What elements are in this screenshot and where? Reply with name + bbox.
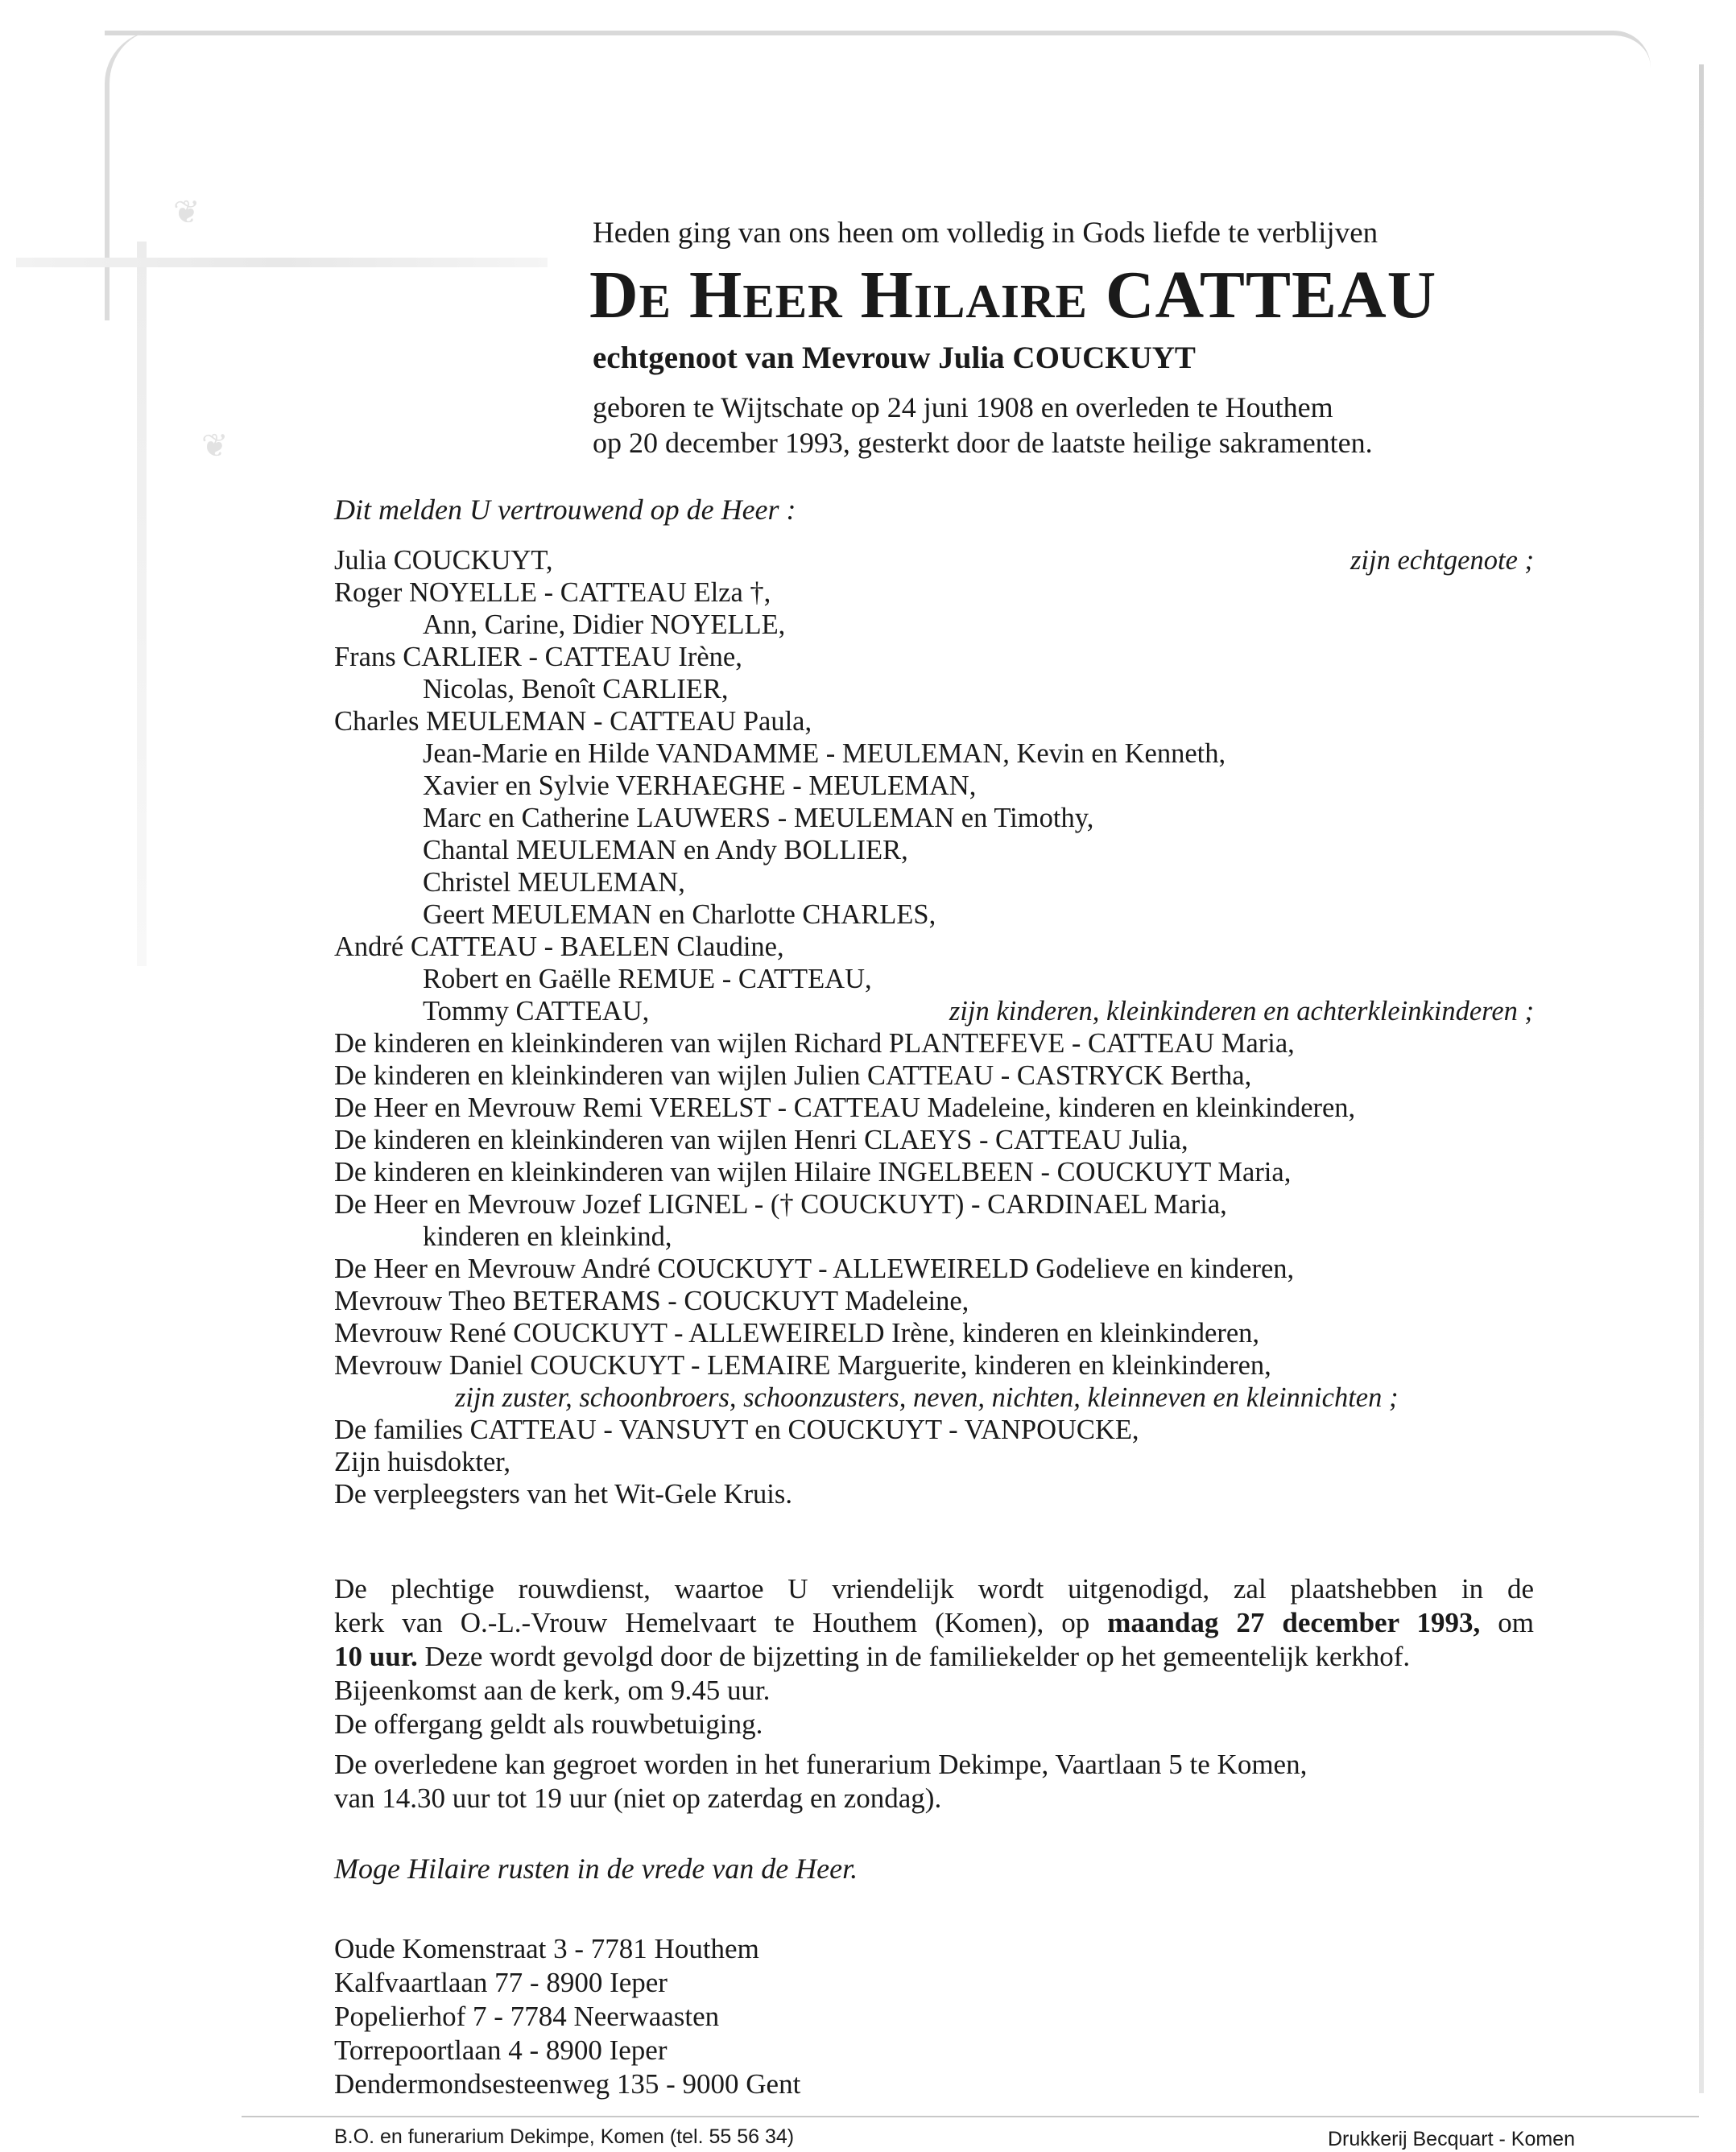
birth-death-line: geboren te Wijtschate op 24 juni 1908 en overleden te Houthem <box>593 391 1333 423</box>
wife-relation: zijn echtgenote ; <box>1350 545 1534 576</box>
family-row: kinderen en kleinkind, <box>423 1221 672 1252</box>
family-row: Zijn huisdokter, <box>334 1447 511 1477</box>
family-row: Mevrouw Theo BETERAMS - COUCKUYT Madeleine, <box>334 1286 969 1316</box>
children-relation: zijn kinderen, kleinkinderen en achterkleinkinderen ; <box>949 996 1534 1026</box>
family-row: Nicolas, Benoît CARLIER, <box>423 674 729 704</box>
deceased-name: De Heer Hilaire CATTEAU <box>589 258 1437 333</box>
family-row: De Heer en Mevrouw Remi VERELST - CATTEAU Madeleine, kinderen en kleinkinderen, <box>334 1093 1356 1123</box>
address-item: Kalfvaartlaan 77 - 8900 Ieper <box>334 1967 668 1998</box>
family-row: André CATTEAU - BAELEN Claudine, <box>334 931 784 962</box>
address-item: Popelierhof 7 - 7784 Neerwaasten <box>334 2001 720 2032</box>
family-row: Geert MEULEMAN en Charlotte CHARLES, <box>423 899 936 930</box>
closing-line: Moge Hilaire rusten in de vrede van de Heer. <box>334 1853 858 1885</box>
wife-name: Julia COUCKUYT, <box>334 545 553 576</box>
address-item: Oude Komenstraat 3 - 7781 Houthem <box>334 1933 759 1964</box>
family-row: Roger NOYELLE - CATTEAU Elza †, <box>334 577 771 608</box>
family-row: Jean-Marie en Hilde VANDAMME - MEULEMAN, Kevin en Kenneth, <box>423 738 1226 769</box>
service-line: Bijeenkomst aan de kerk, om 9.45 uur. <box>334 1675 771 1706</box>
spacer <box>334 1741 1534 1748</box>
family-row: Christel MEULEMAN, <box>423 867 685 898</box>
family-row: Xavier en Sylvie VERHAEGHE - MEULEMAN, <box>423 770 977 801</box>
service-line: van 14.30 uur tot 19 uur (niet op zaterdag en zondag). <box>334 1782 942 1814</box>
intro-line: Heden ging van ons heen om volledig in Gods liefde te verblijven <box>593 217 1378 250</box>
family-row <box>334 544 1534 576</box>
funeral-service-info <box>334 1572 1534 1815</box>
wheat-icon: ❦ <box>173 194 200 230</box>
birth-death-text <box>593 390 1373 461</box>
footer-divider <box>242 2116 1699 2117</box>
family-row <box>334 995 1534 1027</box>
address-item: Torrepoortlaan 4 - 8900 Ieper <box>334 2034 668 2066</box>
address-list <box>334 1932 800 2101</box>
family-row: Robert en Gaëlle REMUE - CATTEAU, <box>423 964 872 994</box>
service-line <box>334 1606 1534 1640</box>
footer-printer: Drukkerij Becquart - Komen <box>1327 2128 1575 2150</box>
footer-funeral-home: B.O. en funerarium Dekimpe, Komen (tel. 55 56 34) <box>334 2125 795 2148</box>
family-row: Mevrouw Daniel COUCKUYT - LEMAIRE Marguerite, kinderen en kleinkinderen, <box>334 1350 1271 1381</box>
family-row: Marc en Catherine LAUWERS - MEULEMAN en Timothy, <box>423 803 1094 833</box>
service-line: De overledene kan gegroet worden in het funerarium Dekimpe, Vaartlaan 5 te Komen, <box>334 1749 1308 1780</box>
service-text: om <box>1498 1607 1534 1638</box>
family-row: De kinderen en kleinkinderen van wijlen Hilaire INGELBEEN - COUCKUYT Maria, <box>334 1157 1292 1188</box>
family-row: Charles MEULEMAN - CATTEAU Paula, <box>334 706 812 737</box>
service-line: De offergang geldt als rouwbetuiging. <box>334 1708 763 1740</box>
service-time: 10 uur. <box>334 1641 418 1672</box>
wheat-icon: ❦ <box>201 428 229 464</box>
family-row: Mevrouw René COUCKUYT - ALLEWEIRELD Irène, kinderen en kleinkinderen, <box>334 1318 1260 1349</box>
service-line <box>334 1640 1534 1674</box>
family-row: De kinderen en kleinkinderen van wijlen Julien CATTEAU - CASTRYCK Bertha, <box>334 1060 1252 1091</box>
family-row: De Heer en Mevrouw André COUCKUYT - ALLEWEIRELD Godelieve en kinderen, <box>334 1254 1295 1284</box>
family-row: De verpleegsters van het Wit-Gele Kruis. <box>334 1479 792 1510</box>
service-text: kerk van O.-L.-Vrouw Hemelvaart te Houthem (Komen), op <box>334 1607 1090 1638</box>
family-name: Tommy CATTEAU, <box>423 996 650 1026</box>
service-text: Deze wordt gevolgd door de bijzetting in de familiekelder op het gemeentelijk kerkhof. <box>424 1641 1411 1672</box>
family-row: De families CATTEAU - VANSUYT en COUCKUYT - VANPOUCKE, <box>334 1415 1139 1445</box>
announcement-line: Dit melden U vertrouwend op de Heer : <box>334 494 796 526</box>
service-date: maandag 27 december 1993, <box>1107 1607 1481 1638</box>
family-list <box>334 544 1534 1510</box>
siblings-relation: zijn zuster, schoonbroers, schoonzusters, neven, nichten, kleinneven en kleinnichten ; <box>455 1382 1399 1413</box>
family-row: Chantal MEULEMAN en Andy BOLLIER, <box>423 835 908 865</box>
family-row: De Heer en Mevrouw Jozef LIGNEL - († COUCKUYT) - CARDINAEL Maria, <box>334 1189 1227 1220</box>
family-row: De kinderen en kleinkinderen van wijlen Richard PLANTEFEVE - CATTEAU Maria, <box>334 1028 1295 1059</box>
family-row: De kinderen en kleinkinderen van wijlen Henri CLAEYS - CATTEAU Julia, <box>334 1125 1188 1155</box>
family-row: Ann, Carine, Didier NOYELLE, <box>423 609 786 640</box>
birth-death-line: op 20 december 1993, gesterkt door de laatste heilige sakramenten. <box>593 427 1373 459</box>
service-line: De plechtige rouwdienst, waartoe U vriendelijk wordt uitgenodigd, zal plaatshebben in de <box>334 1573 1534 1605</box>
address-item: Dendermondsesteenweg 135 - 9000 Gent <box>334 2068 801 2100</box>
family-row: Frans CARLIER - CATTEAU Irène, <box>334 642 742 672</box>
spouse-line: echtgenoot van Mevrouw Julia COUCKUYT <box>593 341 1196 375</box>
